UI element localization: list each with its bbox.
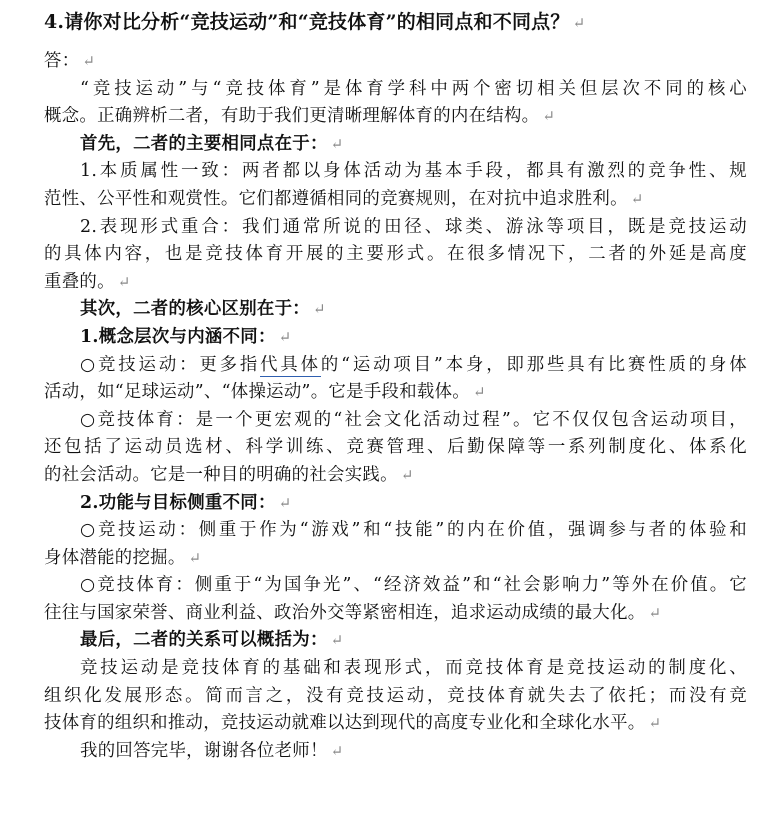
intro-line-2 <box>44 103 747 131</box>
difference-1b-line-3 <box>44 462 747 490</box>
difference-2b-line-2-text: 往往与国家荣誉、商业利益、政治外交等紧密相连，追求运动成绩的最大化。 <box>44 602 646 623</box>
difference-1b-line-1: ○竞技体育：是一个更宏观的“社会文化活动过程”。它不仅仅包含运动项目， <box>80 409 747 430</box>
closing-line <box>44 738 747 766</box>
paragraph-mark-icon: ↵ <box>278 327 292 346</box>
paragraph-mark-icon: ↵ <box>572 14 586 32</box>
difference-2a-line-1: ○竞技运动：侧重于作为“游戏”和“技能”的内在价值，强调参与者的体验和 <box>80 520 747 541</box>
paragraph-mark-icon: ↵ <box>472 383 486 402</box>
relationship-heading <box>44 627 747 655</box>
question-heading <box>44 6 747 38</box>
difference-1a-prefix: ○竞技运动：更多指 <box>80 354 261 375</box>
difference-1b-line-3-text: 的社会活动。它是一种目的明确的社会实践。 <box>44 464 398 485</box>
difference-1a-line-2-text: 活动，如“足球运动”、“体操运动”。它是手段和载体。 <box>44 382 470 403</box>
heading-spacer <box>44 38 747 48</box>
paragraph-mark-icon: ↵ <box>117 272 131 291</box>
difference-1a-line-1 <box>44 352 747 380</box>
question-heading-text: 4.请你对比分析“竞技运动”和“竞技体育”的相同点和不同点？ <box>44 11 570 33</box>
conclusion-line-3 <box>44 710 747 738</box>
similarity-1-line-1: 1.本质属性一致：两者都以身体活动为基本手段，都具有激烈的竞争性、规 <box>80 161 747 182</box>
difference-1b-line-2: 还包括了运动员选材、科学训练、竞赛管理、后勤保障等一系列制度化、体系化 <box>44 437 747 458</box>
difference-1-heading-text: 1.概念层次与内涵不同： <box>80 326 276 347</box>
difference-2b-line-1: ○竞技体育：侧重于“为国争光”、“经济效益”和“社会影响力”等外在价值。它 <box>80 575 747 596</box>
similarity-2-line-1: 2.表现形式重合：我们通常所说的田径、球类、游泳等项目，既是竞技运动 <box>80 216 747 237</box>
conclusion-line-3-text: 技体育的组织和推动，竞技运动就难以达到现代的高度专业化和全球化水平。 <box>44 713 646 734</box>
similarities-heading-text: 首先，二者的主要相同点在于： <box>80 133 328 154</box>
similarity-2-line-3-text: 重叠的。 <box>44 271 115 292</box>
similarity-1-line-2 <box>44 186 747 214</box>
difference-1a-line-2 <box>44 379 747 407</box>
paragraph-mark-icon: ↵ <box>330 741 344 760</box>
paragraph-mark-icon: ↵ <box>542 107 556 126</box>
difference-2a-line-2-text: 身体潜能的挖掘。 <box>44 547 186 568</box>
paragraph-mark-icon: ↵ <box>188 548 202 567</box>
paragraph-mark-icon: ↵ <box>330 631 344 650</box>
paragraph-mark-icon: ↵ <box>630 189 644 208</box>
conclusion-line-2: 组织化发展形态。简而言之，没有竞技运动，竞技体育就失去了依托；而没有竞 <box>44 685 747 706</box>
spellcheck-underlined-word: 代具体 <box>260 354 321 375</box>
paragraph-mark-icon: ↵ <box>648 714 662 733</box>
difference-2a-line-2 <box>44 545 747 573</box>
similarity-2-line-2: 的具体内容，也是竞技体育开展的主要形式。在很多情况下，二者的外延是高度 <box>44 244 747 265</box>
difference-1-heading <box>44 324 747 352</box>
paragraph-mark-icon: ↵ <box>278 493 292 512</box>
answer-label <box>44 48 747 76</box>
difference-2-heading-text: 2.功能与目标侧重不同： <box>80 492 276 513</box>
differences-heading <box>44 296 747 324</box>
difference-1a-suffix: 的“运动项目”本身，即那些具有比赛性质的身体 <box>320 354 747 375</box>
differences-heading-text: 其次，二者的核心区别在于： <box>80 299 310 320</box>
paragraph-mark-icon: ↵ <box>312 300 326 319</box>
closing-line-text: 我的回答完毕，谢谢各位老师！ <box>80 740 328 761</box>
relationship-heading-text: 最后，二者的关系可以概括为： <box>80 630 328 651</box>
conclusion-line-1: 竞技运动是竞技体育的基础和表现形式，而竞技体育是竞技运动的制度化、 <box>80 658 747 679</box>
similarity-1-line-2-text: 范性、公平性和观赏性。它们都遵循相同的竞赛规则，在对抗中追求胜利。 <box>44 188 628 209</box>
similarity-2-line-3 <box>44 269 747 297</box>
difference-2b-line-2 <box>44 600 747 628</box>
paragraph-mark-icon: ↵ <box>400 465 414 484</box>
paragraph-mark-icon: ↵ <box>330 134 344 153</box>
intro-line-1: “竞技运动”与“竞技体育”是体育学科中两个密切相关但层次不同的核心 <box>80 78 747 99</box>
intro-line-2-text: 概念。正确辨析二者，有助于我们更清晰理解体育的内在结构。 <box>44 106 540 127</box>
similarities-heading <box>44 131 747 159</box>
answer-label-text: 答： <box>44 51 80 71</box>
paragraph-mark-icon: ↵ <box>648 603 662 622</box>
paragraph-mark-icon: ↵ <box>82 52 96 70</box>
difference-2-heading <box>44 490 747 518</box>
